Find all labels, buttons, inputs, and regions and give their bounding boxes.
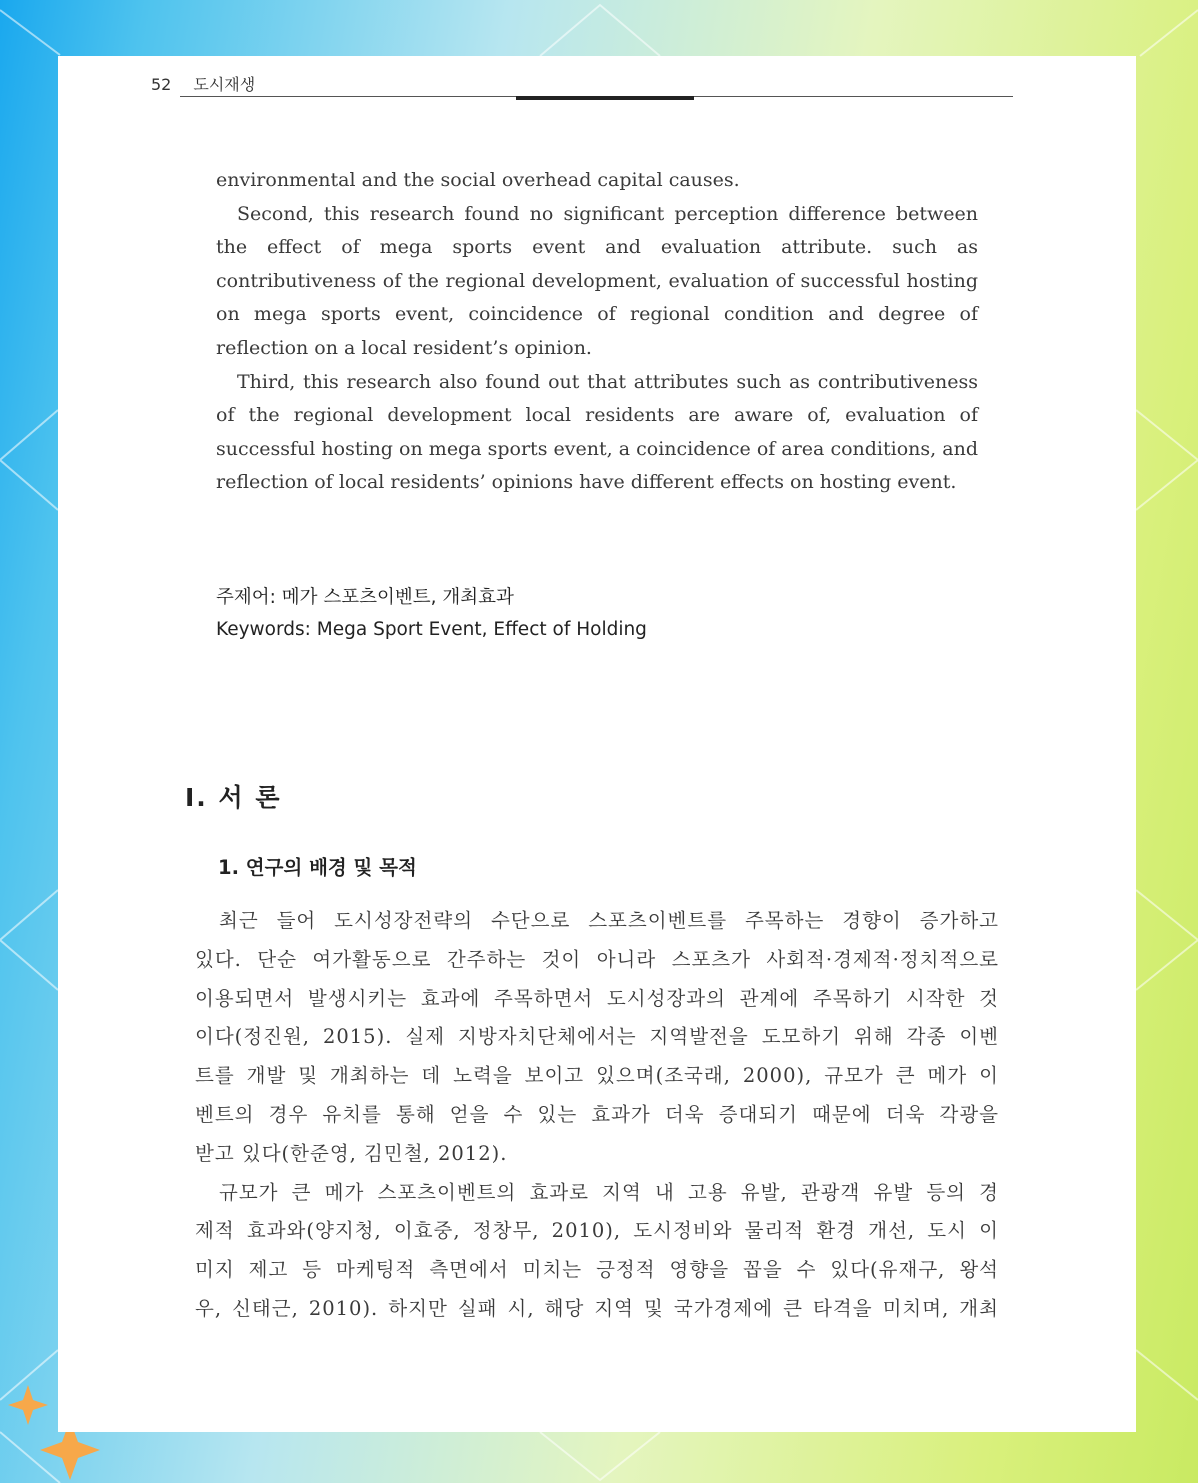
page-number: 52 <box>151 75 172 94</box>
keywords-block <box>216 582 647 646</box>
text-line: 최근 들어 도시성장전략의 수단으로 스포츠이벤트를 주목하는 경향이 증가하고 <box>219 909 999 932</box>
text-line: 있다. 단순 여가활동으로 간주하는 것이 아니라 스포츠가 사회적·경제적·정치적으로 <box>195 947 999 971</box>
running-head <box>151 72 255 95</box>
subsection-title: 1. 연구의 배경 및 목적 <box>218 856 417 879</box>
text-line: 트를 개발 및 개최하는 데 노력을 보이고 있으며(조국래, 2000), 규모가 큰 메가 이 <box>195 1064 999 1088</box>
text-line: 이용되면서 발생시키는 효과에 주목하면서 도시성장과의 관계에 주목하기 시작한 것 <box>195 986 999 1010</box>
keywords-korean: 주제어: 메가 스포츠이벤트, 개최효과 <box>216 587 514 608</box>
header-accent-bar <box>516 96 694 100</box>
text-line: 벤트의 경우 유치를 통해 얻을 수 있는 효과가 더욱 증대되기 때문에 더욱 각광을 <box>195 1102 999 1126</box>
english-abstract <box>216 164 978 500</box>
abstract-paragraph: environmental and the social overhead capital causes. <box>216 169 740 191</box>
text-line: 제적 효과와(양지청, 이효중, 정창무, 2010), 도시정비와 물리적 환경 개선, 도시 이 <box>195 1219 999 1243</box>
abstract-paragraph: Second, this research found no significant perception difference between the effect of mega sports event and evaluation attribute. such as contributiveness of the regional development, evaluation of successful hosting on mega sports event, coincidence of regional condition and degree of reflection on a local resident’s opinion. <box>216 202 978 359</box>
text-line: 우, 신태근, 2010). 하지만 실패 시, 해당 지역 및 국가경제에 큰 타격을 미치며, 개최 <box>195 1296 999 1320</box>
text-line: 받고 있다(한준영, 김민철, 2012). <box>195 1141 508 1165</box>
text-line: 미지 제고 등 마케팅적 측면에서 미치는 긍정적 영향을 꼽을 수 있다(유재구, 왕석 <box>195 1258 999 1282</box>
section-title: Ⅰ. 서 론 <box>185 783 282 812</box>
abstract-paragraph: Third, this research also found out that attributes such as contributiveness of the regional development local residents are aware of, evaluation of successful hosting on mega sports event, a coincidence of area conditions, and reflection of local residents’ opinions have different effects on hosting event. <box>216 370 978 494</box>
korean-body-text <box>195 902 999 1329</box>
text-line: 이다(정진원, 2015). 실제 지방자치단체에서는 지역발전을 도모하기 위해 각종 이벤 <box>195 1025 999 1049</box>
keywords-english: Keywords: Mega Sport Event, Effect of Holding <box>216 619 647 640</box>
document-page <box>58 56 1136 1432</box>
journal-name: 도시재생 <box>193 75 256 94</box>
text-line: 규모가 큰 메가 스포츠이벤트의 효과로 지역 내 고용 유발, 관광객 유발 등의 경 <box>219 1180 999 1204</box>
